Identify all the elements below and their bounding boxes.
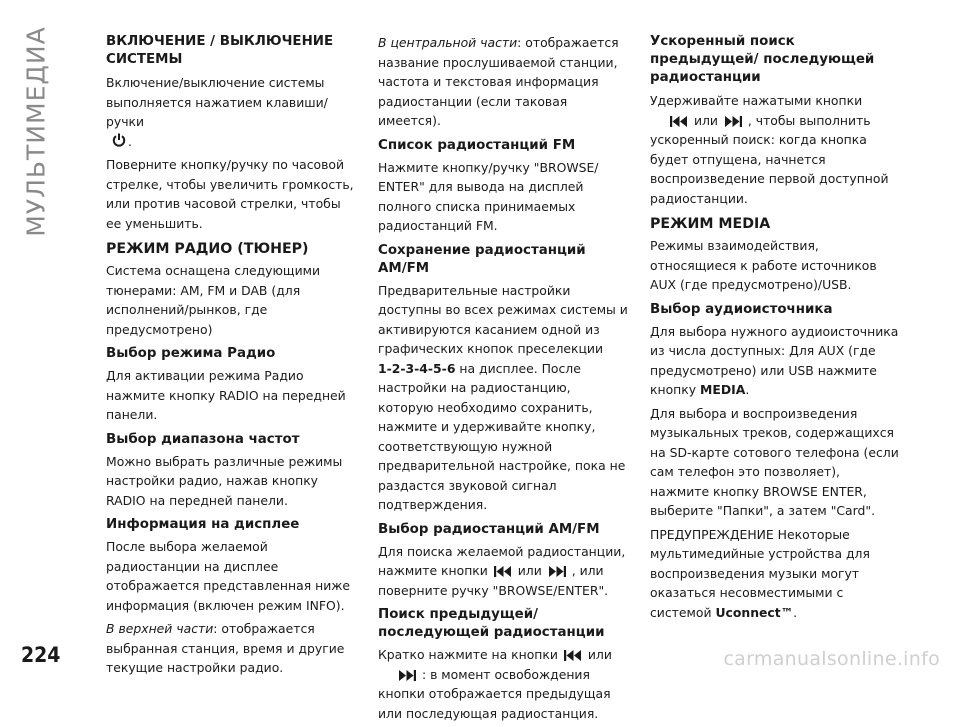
heading-radio: РЕЖИМ РАДИО (ТЮНЕР): [106, 241, 309, 257]
page-number: 224: [21, 643, 61, 667]
para-source: Для выбора нужного аудиоисточника из числа доступных: Для AUX (где предусмотрено) или USB нажмите кнопку MEDIA.: [650, 323, 899, 397]
seek-forward-icon: [724, 116, 742, 127]
heading-radio-mode: Выбор режима Радио: [106, 346, 276, 361]
para-radio: Система оснащена следующими тюнерами: AM, FM и DAB (для исполнений/рынков, где предусмотрено): [106, 263, 321, 337]
watermark: carmanualsonline.info: [723, 648, 940, 670]
para-select: Для поиска желаемой радиостанции, нажмите кнопки или , или поверните ручку "BROWSE/ENTER".: [378, 543, 626, 598]
power-icon: [112, 133, 126, 148]
heading-source: Выбор аудиоисточника: [650, 301, 833, 317]
para-warning: ПРЕДУПРЕЖДЕНИЕ Некоторые мультимедийные устройства для воспроизведения музыки могут оказаться несовместимыми с системой Uconnect™.: [650, 526, 870, 620]
para-fast-search: Удерживайте нажатыми кнопки или , чтобы выполнить ускоренный поиск: когда кнопка будет отпущена, начнется воспроизведение первой доступной радиостанции.: [650, 93, 889, 206]
para-media: Режимы взаимодействия, относящиеся к работе источников AUX (где предусмотрено)/USB.: [650, 238, 877, 292]
seek-forward-icon: [398, 670, 416, 681]
heading-search: Поиск предыдущей/последующей радиостанции: [378, 607, 605, 640]
para-center-part: В центральной части: отображается название прослушиваемой станции, частота и текстовая информация радиостанции (если таковая имеется).: [378, 35, 619, 128]
seek-back-icon: [494, 566, 512, 577]
para-search: Кратко нажмите на кнопки или : в момент освобождения кнопки отображается предыдущая или последующая радиостанция.: [378, 647, 612, 721]
para-display: После выбора желаемой радиостанции на дисплее отображается представленная ниже информация (включен режим INFO).: [106, 539, 351, 613]
seek-back-icon: [564, 650, 582, 661]
para-power: Включение/выключение системы выполняется нажатием клавиши/ручки .: [106, 75, 328, 149]
heading-save: Сохранение радиостанций AM/FM: [378, 242, 586, 276]
heading-band: Выбор диапазона частот: [106, 431, 300, 447]
heading-select: Выбор радиостанций AM/FM: [378, 521, 600, 537]
para-fm-list: Нажмите кнопку/ручку "BROWSE/ ENTER" для вывода на дисплей полного списка принимаемых радиостанций FM.: [378, 159, 599, 233]
para-save: Предварительные настройки доступны во всех режимах системы и активируются касанием одной из графических кнопок преселекции 1-2-3-4-5-6 на дисплее. После настройки на радиостанцию, которую необходимо сохранить, нажмите и удерживайте кнопку, соответствующую нужной предварительной настройке, пока не раздастся звуковой сигнал подтверждения.: [378, 282, 628, 512]
column-1: [106, 33, 356, 682]
column-3: [650, 33, 900, 626]
heading-media: РЕЖИМ MEDIA: [650, 216, 771, 232]
heading-fast-search: Ускоренный поиск предыдущей/ последующей радиостанции: [650, 34, 875, 85]
para-top-part: В верхней части: отображается выбранная станция, время и другие текущие настройки радио.: [106, 621, 345, 675]
para-band: Можно выбрать различные режимы настройки радио, нажав кнопку RADIO на передней панели.: [106, 453, 343, 508]
side-section-title: МУЛЬТИМЕДИА: [21, 25, 51, 237]
heading-power: ВКЛЮЧЕНИЕ / ВЫКЛЮЧЕНИЕ СИСТЕМЫ: [106, 34, 334, 67]
column-2: [378, 33, 628, 727]
para-volume: Поверните кнопку/ручку по часовой стрелке, чтобы увеличить громкость, или против часовой стрелки, чтобы ее уменьшить.: [106, 157, 354, 231]
para-radio-mode: Для активации режима Радио нажмите кнопку RADIO на передней панели.: [106, 368, 346, 422]
seek-forward-icon: [548, 566, 566, 577]
heading-fm-list: Список радиостанций FM: [378, 137, 576, 153]
seek-back-icon: [670, 116, 688, 127]
heading-display: Информация на дисплее: [106, 517, 300, 532]
para-play: Для выбора и воспроизведения музыкальных треков, содержащихся на SD-карте сотового телефона (если сам телефон это позволяет), нажмите кнопку BROWSE ENTER, выберите "Папки", а затем "Card".: [650, 405, 899, 518]
